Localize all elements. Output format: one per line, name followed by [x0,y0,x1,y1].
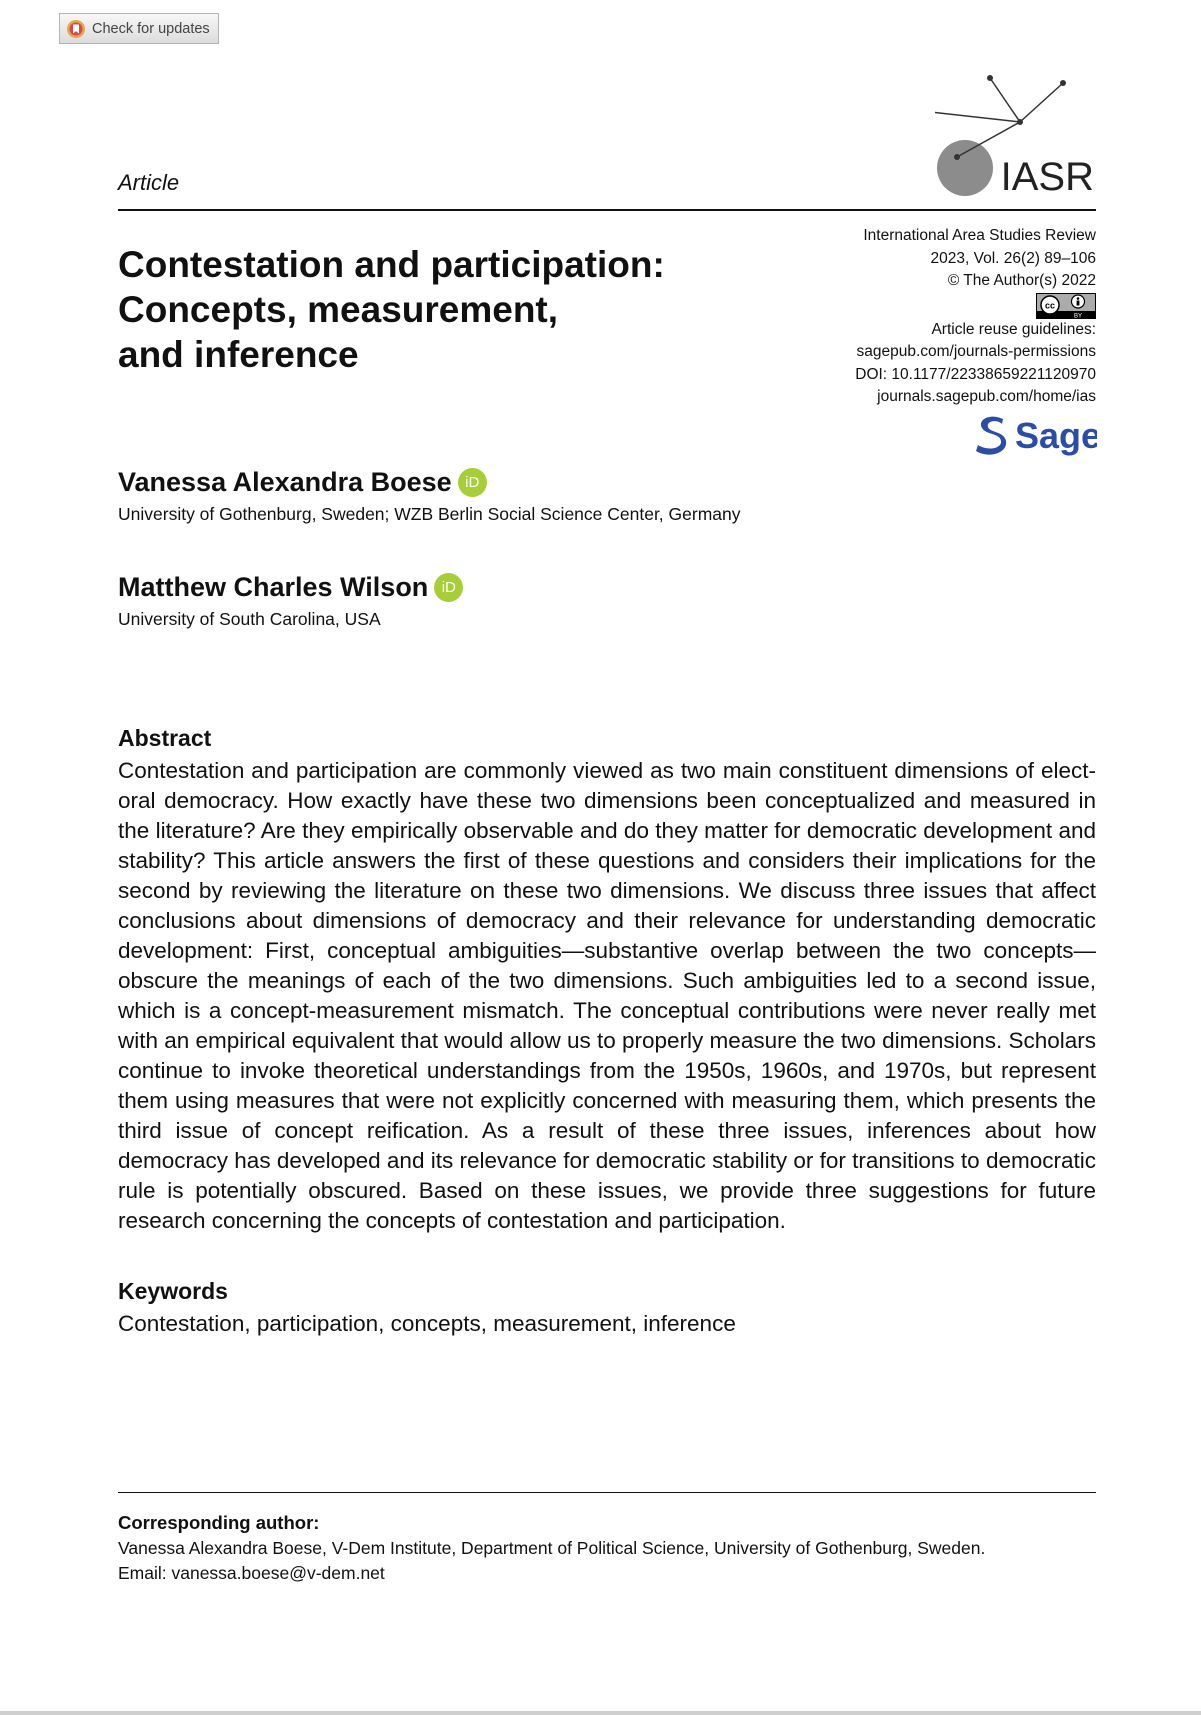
corresponding-author-note [118,1510,1118,1587]
author-name [118,572,463,603]
author-name [118,467,741,498]
keywords-heading: Keywords [118,1278,228,1304]
orcid-icon[interactable]: iD [434,573,463,602]
article-title [118,242,758,377]
header-divider [118,209,1096,211]
publisher-logo [975,413,1097,459]
reuse-link[interactable]: sagepub.com/journals-permissions [856,343,1096,360]
page-edge [0,1711,1201,1715]
author-affiliation: University of Gothenburg, Sweden; WZB Berlin Social Science Center, Germany [118,504,741,524]
issue-info: 2023, Vol. 26(2) 89–106 [930,249,1096,267]
abstract-section [118,725,1096,1236]
journal-logo-text: IASR [1000,155,1094,199]
keywords-text: Contestation, participation, concepts, measurement, inference [118,1311,736,1336]
title-line: Concepts, measurement, [118,289,559,330]
orcid-icon[interactable]: iD [458,468,487,497]
publication-metadata [780,225,1096,409]
journal-logo-graphic [935,70,1095,200]
corresponding-author-label: Corresponding author: [118,1512,320,1533]
cc-by-license-icon[interactable] [1036,293,1096,319]
check-for-updates-button[interactable] [59,13,219,44]
copyright: © The Author(s) 2022 [947,272,1096,289]
article-type-label: Article [118,170,180,195]
doi-link[interactable]: DOI: 10.1177/22338659221120970 [855,365,1096,383]
abstract-heading: Abstract [118,725,212,751]
sage-logo-text: Sage [1015,415,1097,456]
corresponding-author-email[interactable]: Email: vanessa.boese@v-dem.net [118,1563,385,1583]
corresponding-author-address: Vanessa Alexandra Boese, V-Dem Institute, Department of Political Science, University of Gothenburg, Sweden. [118,1537,986,1558]
author-name-text: Vanessa Alexandra Boese [118,467,452,497]
journal-home-link[interactable]: journals.sagepub.com/home/ias [877,388,1096,405]
check-for-updates-label: Check for updates [92,20,210,37]
journal-logo [935,70,1095,200]
keywords-section [118,1278,1096,1339]
author-name-text: Matthew Charles Wilson [118,572,429,602]
title-line: and inference [118,334,359,375]
sage-logo-graphic [975,413,1097,459]
bookmark-icon [66,19,86,39]
title-line: Contestation and participation: [118,244,665,285]
author-block [118,467,741,525]
abstract-text: Contestation and participation are commonly viewed as two main constituent dimensions of electoral democracy. How exactly have these two dimensions been conceptualized and measured in the literature? Are they empirically observable and do they matter for democratic development and stability? This article answers the first of these questions and considers their implications for the second by reviewing the literature on these two dimensions. We discuss three issues that affect conclusions about dimensions of democracy and their relevance for understanding democratic development: First, conceptual ambiguities—substantive overlap between the two concepts—obscure the meanings of each of the two dimensions. Such ambiguities led to a second issue, which is a concept-measurement mismatch. The conceptual contributions were never really met with an empirical equivalent that would allow us to properly measure the two dimensions. Scholars continue to invoke theoretical understandings from the 1950s, 1960s, and 1970s, but represent them using measures that were not explicitly concerned with measuring them, which presents the third issue of concept reification. As a result of these three issues, inferences about how democracy has developed and its relevance for democratic stability or for transitions to democratic rule is potentially obscured. Based on these issues, we provide three suggestions for future research concerning the concepts of contestation and participation. [118,758,1096,1233]
reuse-label: Article reuse guidelines: [931,320,1096,338]
svg-text:BY: BY [1073,312,1083,319]
author-block [118,572,463,630]
footnote-divider [118,1492,1096,1493]
svg-text:cc: cc [1044,300,1056,310]
journal-name: International Area Studies Review [863,227,1096,244]
author-affiliation: University of South Carolina, USA [118,609,381,629]
